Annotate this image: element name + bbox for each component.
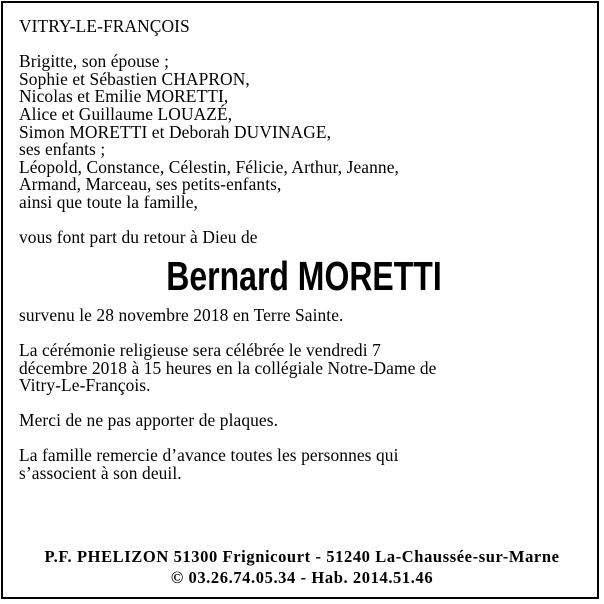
funeral-home-line: P.F. PHELIZON 51300 Frignicourt - 51240 La-Chaussée-sur-Marne bbox=[44, 547, 560, 566]
funeral-home-contact: © 03.26.74.05.34 - Hab. 2014.51.46 bbox=[170, 568, 434, 587]
family-line: Léopold, Constance, Célestin, Félicie, Arthur, Jeanne, bbox=[19, 156, 399, 177]
ceremony-line: Vitry-Le-François. bbox=[19, 375, 151, 396]
plaques-line: Merci de ne pas apporter de plaques. bbox=[19, 410, 279, 431]
family-line: Simon MORETTI et Deborah DUVINAGE, bbox=[19, 121, 332, 142]
thanks-line: La famille remercie d’avance toutes les personnes qui bbox=[19, 445, 399, 466]
town-heading: VITRY-LE-FRANÇOIS bbox=[19, 16, 190, 36]
deceased-name: Bernard MORETTI bbox=[166, 252, 442, 299]
obituary-body bbox=[19, 18, 589, 483]
family-line: Brigitte, son épouse ; bbox=[19, 51, 170, 72]
family-line: ainsi que toute la famille, bbox=[19, 191, 198, 212]
family-line: Alice et Guillaume LOUAZÉ, bbox=[19, 103, 233, 124]
family-line: Armand, Marceau, ses petits-enfants, bbox=[19, 174, 282, 195]
announce-line: vous font part du retour à Dieu de bbox=[19, 227, 258, 248]
family-line: Sophie et Sébastien CHAPRON, bbox=[19, 68, 250, 89]
family-line: ses enfants ; bbox=[19, 139, 106, 160]
death-line: survenu le 28 novembre 2018 en Terre Sainte. bbox=[19, 304, 344, 325]
ceremony-line: décembre 2018 à 15 heures en la collégiale Notre-Dame de bbox=[19, 357, 437, 378]
ceremony-line: La cérémonie religieuse sera célébrée le vendredi 7 bbox=[19, 339, 381, 360]
thanks-line: s’associent à son deuil. bbox=[19, 463, 182, 484]
family-line: Nicolas et Emilie MORETTI, bbox=[19, 86, 229, 107]
